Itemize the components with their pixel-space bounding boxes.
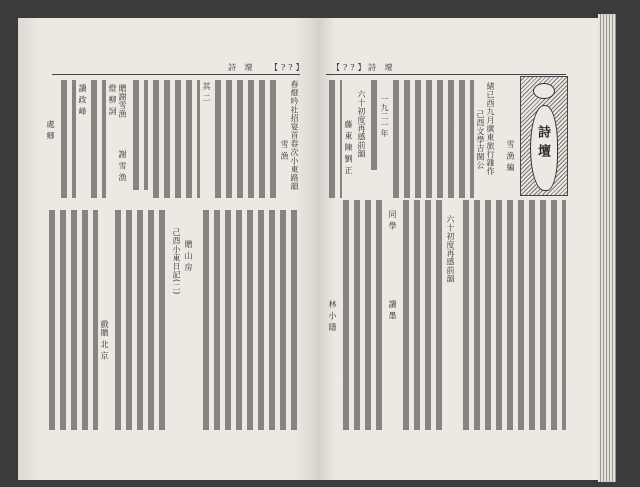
right-col: 一九二一年 xyxy=(380,95,389,138)
right-text-block xyxy=(460,200,566,430)
left-col: 謝 雪 漁 xyxy=(118,150,127,182)
left-col: 燈 柳 詞 xyxy=(108,84,117,116)
left-text-block xyxy=(150,80,200,198)
left-text-block xyxy=(58,80,76,198)
right-header-page-number: 【??】 xyxy=(332,63,369,72)
right-col: 雪 漁 編 xyxy=(506,140,515,172)
left-col: 處 鄉 xyxy=(46,120,55,141)
left-col: 戲贈 北 京 xyxy=(100,320,109,361)
right-text-block xyxy=(340,200,386,430)
bird-icon xyxy=(533,83,555,99)
poetry-column-logo xyxy=(520,76,568,196)
left-col: 春燈吟社招宴首春次小東路韻 xyxy=(290,80,299,191)
left-text-block xyxy=(112,210,170,430)
right-header-title: 詩 壇 xyxy=(368,63,396,72)
left-text-block xyxy=(212,80,278,198)
right-col: 藤 東 陳 劉 正 xyxy=(344,120,353,175)
left-text-block xyxy=(46,210,98,430)
left-col: 贈謝雪漁 xyxy=(118,84,127,118)
right-text-block xyxy=(326,80,342,198)
right-text-block xyxy=(390,80,474,198)
right-text-block xyxy=(400,200,444,430)
right-col: 同 學 xyxy=(388,210,397,231)
right-col: 己酉文學吉閩公 xyxy=(476,110,485,170)
left-col: 讀 政 峰 xyxy=(78,84,87,116)
right-col: 讀 墨 xyxy=(388,300,397,321)
left-text-block xyxy=(88,80,106,198)
right-text-block xyxy=(368,80,378,170)
page-stack-edge xyxy=(598,14,616,482)
right-header-rule xyxy=(326,74,566,75)
left-col: 其 二 xyxy=(202,82,211,103)
right-col: 六十初度再感前韻 xyxy=(446,215,455,283)
right-col: 林 小 隱 xyxy=(328,300,337,332)
left-header-title: 詩 壇 xyxy=(228,63,256,72)
logo-title: 詩壇 xyxy=(535,125,550,163)
left-header-rule xyxy=(52,74,300,75)
right-col: 緒已酉九月廣東旅行雜作 xyxy=(486,82,495,176)
left-header-page-number: 【??】 xyxy=(270,63,307,72)
left-text-block xyxy=(130,80,148,190)
right-col: 六十初度再感前韻 xyxy=(357,90,366,158)
left-col: 贈 山 房 xyxy=(184,240,193,272)
left-col: 己酉小東日記(二) xyxy=(172,228,181,295)
left-col: 雪 漁 xyxy=(280,140,289,161)
left-text-block xyxy=(200,210,300,430)
